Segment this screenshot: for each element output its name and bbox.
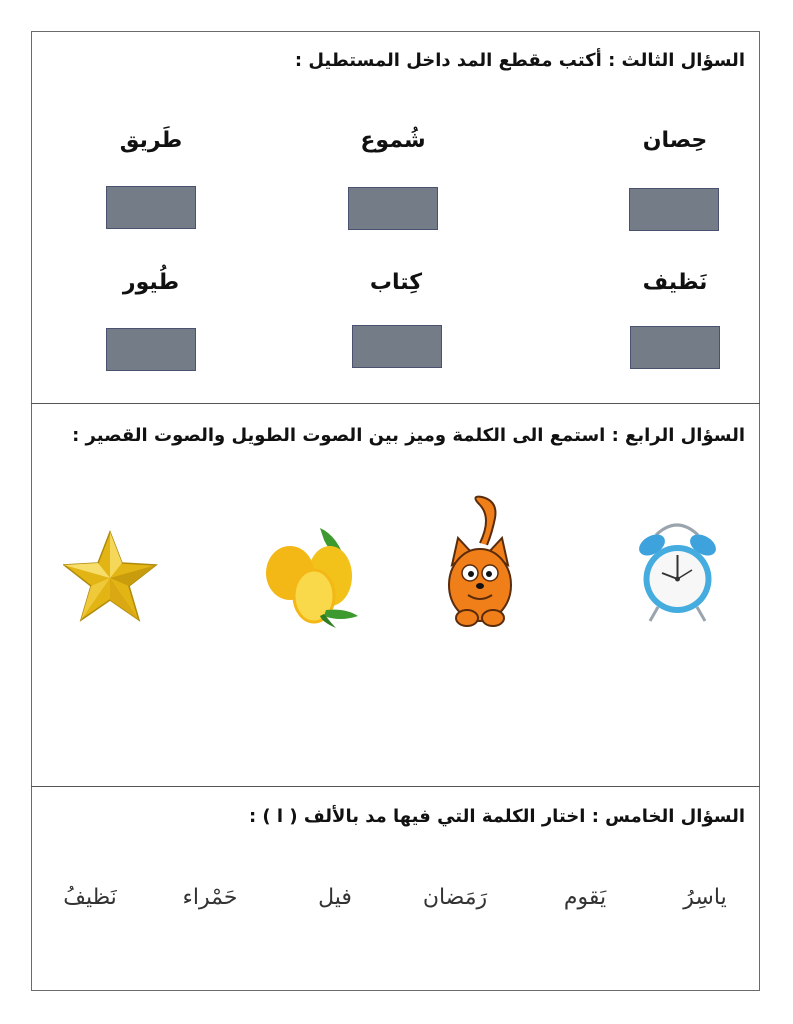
alarm-clock-icon[interactable] — [630, 515, 725, 625]
choice-1[interactable]: ياسِرُ — [683, 885, 727, 910]
word-6: طُيور — [122, 270, 180, 295]
choice-3[interactable]: رَمَضان — [422, 885, 488, 910]
section-divider — [31, 786, 760, 787]
lemons-icon[interactable] — [258, 518, 363, 628]
word-4: نَظيف — [642, 270, 708, 295]
answer-box-3[interactable] — [106, 186, 196, 229]
answer-box-6[interactable] — [106, 328, 196, 371]
answer-box-1[interactable] — [629, 188, 719, 231]
choice-6[interactable]: نَظيفُ — [63, 885, 117, 910]
question-3-title: السؤال الثالث : أكتب مقطع المد داخل المستطيل : — [294, 50, 745, 71]
section-divider — [31, 403, 760, 404]
choice-4[interactable]: فيل — [318, 885, 352, 910]
choice-5[interactable]: حَمْراء — [182, 885, 238, 910]
word-2: شُموع — [360, 128, 426, 153]
word-1: حِصان — [642, 128, 708, 153]
answer-box-4[interactable] — [630, 326, 720, 369]
question-5-title: السؤال الخامس : اختار الكلمة التي فيها مد بالألف ( ا ) : — [248, 806, 745, 827]
choice-2[interactable]: يَقوم — [563, 885, 607, 910]
worksheet-frame — [31, 31, 760, 991]
word-5: كِتاب — [369, 270, 423, 295]
cat-icon[interactable] — [440, 493, 520, 628]
question-4-title: السؤال الرابع : استمع الى الكلمة وميز بين الصوت الطويل والصوت القصير : — [72, 425, 745, 446]
word-3: طَريق — [119, 128, 183, 153]
star-icon[interactable] — [63, 530, 158, 622]
answer-box-5[interactable] — [352, 325, 442, 368]
answer-box-2[interactable] — [348, 187, 438, 230]
